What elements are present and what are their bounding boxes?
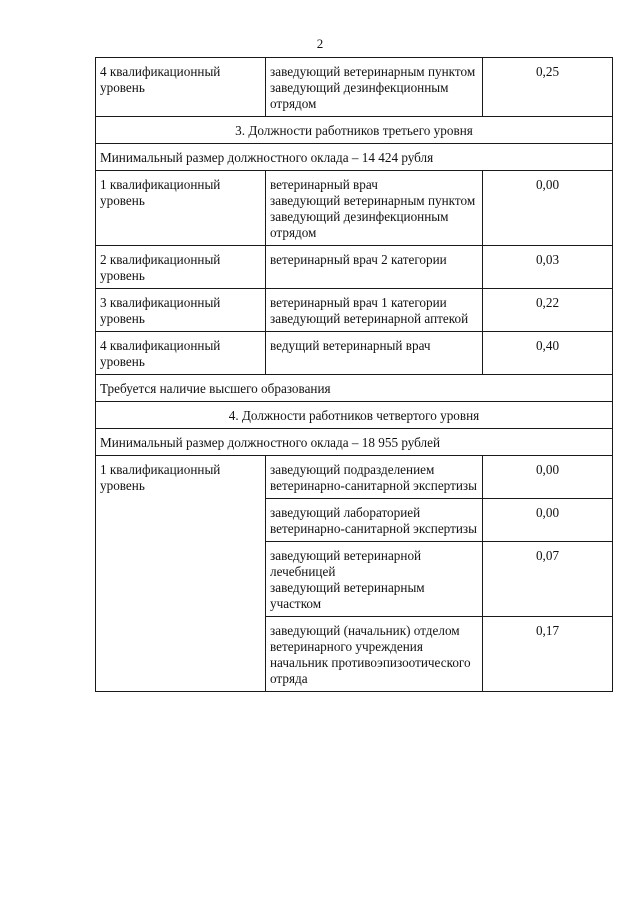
positions: заведующий подразделением ветеринарно-санитарной экспертизы xyxy=(266,456,483,499)
coefficient: 0,03 xyxy=(483,246,613,289)
section-3-title: 3. Должности работников третьего уровня xyxy=(96,117,613,144)
positions: заведующий (начальник) отделом ветеринарного учреждения начальник противоэпизоотического отряда xyxy=(266,617,483,692)
section-3-min-salary: Минимальный размер должностного оклада – 14 424 рубля xyxy=(96,144,613,171)
qualification-level: 4 квалификационный уровень xyxy=(96,58,266,117)
table-row xyxy=(96,58,613,117)
coefficient: 0,25 xyxy=(483,58,613,117)
table-row xyxy=(96,289,613,332)
coefficient: 0,00 xyxy=(483,456,613,499)
table-row xyxy=(96,246,613,289)
coefficient: 0,22 xyxy=(483,289,613,332)
section-4-title: 4. Должности работников четвертого уровня xyxy=(96,402,613,429)
section-header-row xyxy=(96,117,613,144)
positions: заведующий ветеринарной лечебницей заведующий ветеринарным участком xyxy=(266,542,483,617)
positions: ведущий ветеринарный врач xyxy=(266,332,483,375)
qualification-level: 1 квалификационный уровень xyxy=(96,171,266,246)
qualification-level: 1 квалификационный уровень xyxy=(96,456,266,692)
positions: ветеринарный врач 1 категории заведующий ветеринарной аптекой xyxy=(266,289,483,332)
note-row xyxy=(96,375,613,402)
min-salary-row xyxy=(96,429,613,456)
coefficient: 0,00 xyxy=(483,499,613,542)
section-4-min-salary: Минимальный размер должностного оклада – 18 955 рублей xyxy=(96,429,613,456)
table-row xyxy=(96,456,613,499)
qualification-level: 3 квалификационный уровень xyxy=(96,289,266,332)
positions: ветеринарный врач заведующий ветеринарным пунктом заведующий дезинфекционным отрядом xyxy=(266,171,483,246)
table-row xyxy=(96,171,613,246)
positions: заведующий ветеринарным пунктом заведующий дезинфекционным отрядом xyxy=(266,58,483,117)
coefficient: 0,40 xyxy=(483,332,613,375)
coefficient: 0,07 xyxy=(483,542,613,617)
coefficient: 0,00 xyxy=(483,171,613,246)
page-number: 2 xyxy=(316,36,324,51)
qualification-level: 2 квалификационный уровень xyxy=(96,246,266,289)
min-salary-row xyxy=(96,144,613,171)
positions: ветеринарный врач 2 категории xyxy=(266,246,483,289)
section-header-row xyxy=(96,402,613,429)
qualification-level: 4 квалификационный уровень xyxy=(96,332,266,375)
salary-table xyxy=(95,57,613,692)
table-row xyxy=(96,332,613,375)
section-3-note: Требуется наличие высшего образования xyxy=(96,375,613,402)
coefficient: 0,17 xyxy=(483,617,613,692)
positions: заведующий лабораторией ветеринарно-санитарной экспертизы xyxy=(266,499,483,542)
